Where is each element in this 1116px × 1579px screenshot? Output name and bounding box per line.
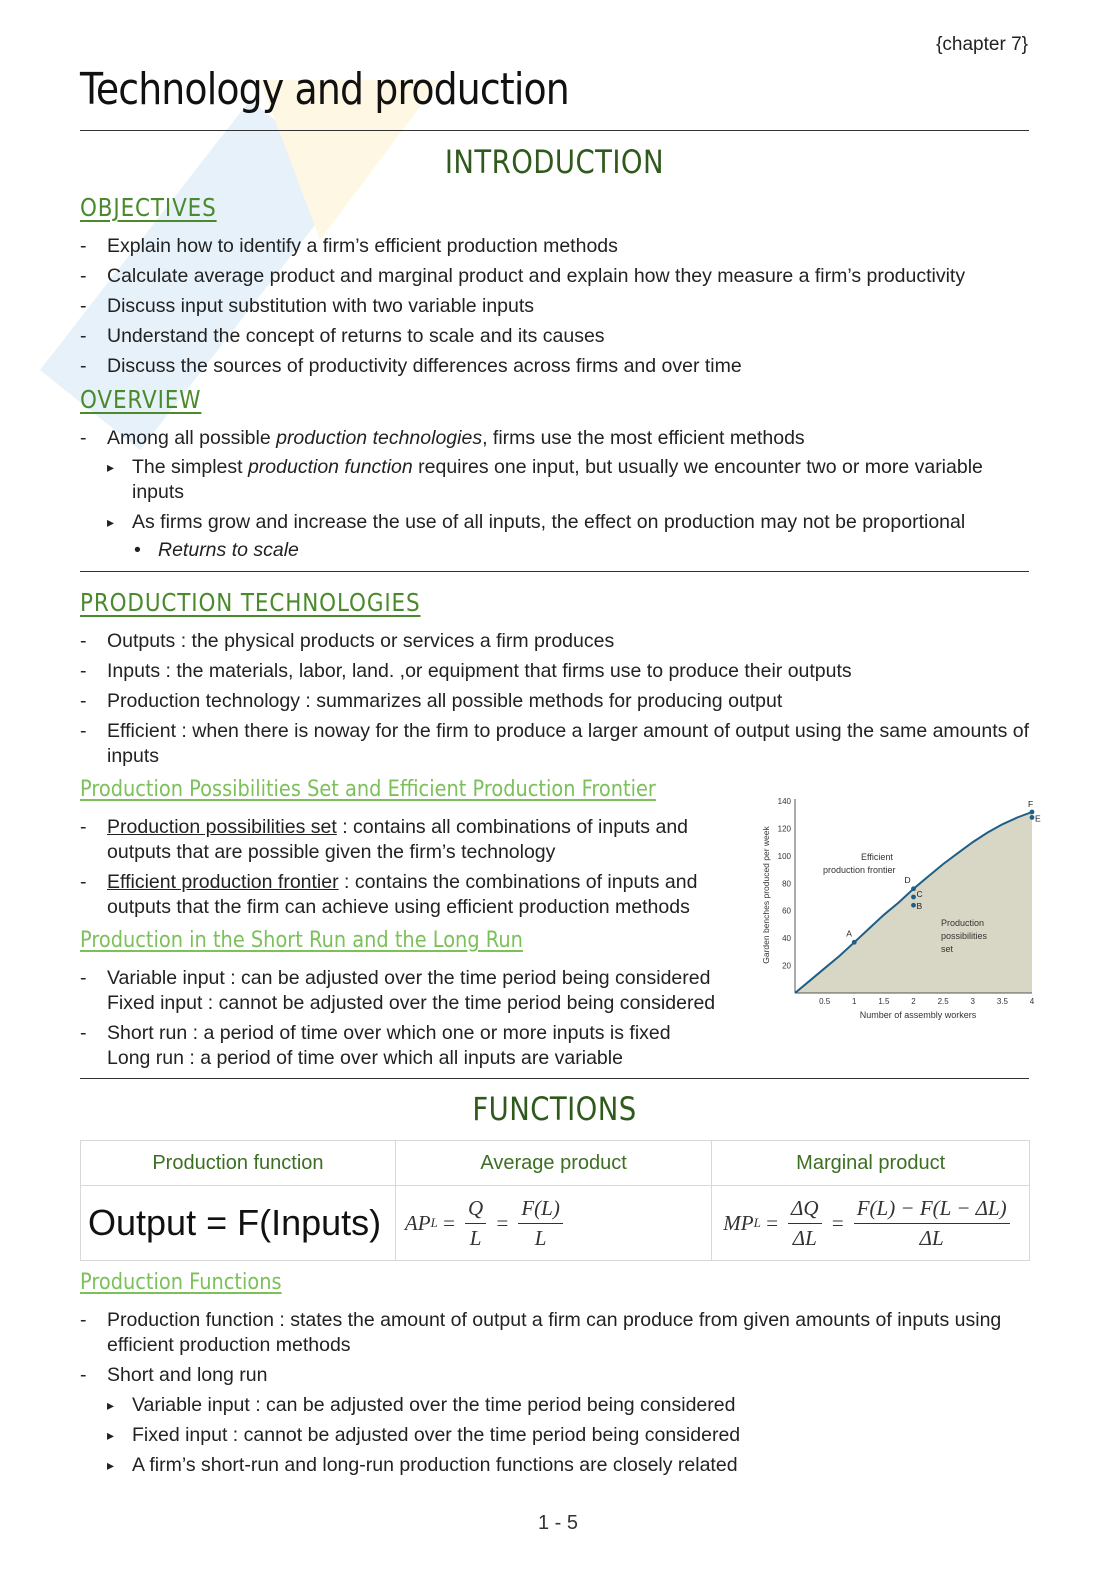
x-tick-label: 1.5	[878, 997, 890, 1006]
y-tick-label: 100	[777, 851, 791, 861]
production-possibilities-chart	[755, 790, 1055, 1030]
production-function-header: Production function	[81, 1141, 396, 1186]
list-item: - Production possibilities set : contains all combinations of inputs and outputs that are possible given the firm’s technology	[80, 815, 730, 865]
point-label-d: D	[904, 874, 911, 885]
point-label-f: F	[1028, 798, 1034, 809]
list-item: • Returns to scale	[80, 538, 1030, 563]
pps-annotation-line1: Production	[941, 918, 985, 928]
short-long-run-heading: Production in the Short Run and the Long Run	[80, 928, 523, 953]
list-item: - Discuss the sources of productivity differences across firms and over time	[80, 354, 1030, 379]
table-header-row	[81, 1141, 1030, 1186]
y-tick-label: 140	[777, 797, 791, 806]
output-formula: Output = F(Inputs)	[88, 1202, 382, 1243]
section-divider	[80, 1078, 1029, 1079]
list-item: - Production technology : summarizes all possible methods for producing output	[80, 689, 1030, 714]
overview-heading: OVERVIEW	[80, 385, 202, 414]
x-tick-label: 4	[1029, 997, 1035, 1006]
page-number: 1 - 5	[537, 1512, 579, 1534]
chapter-tag: {chapter 7}	[936, 34, 1028, 55]
frontier-annotation-line2: production frontier	[823, 865, 896, 875]
average-product-header: Average product	[395, 1141, 711, 1186]
production-technologies-heading: PRODUCTION TECHNOLOGIES	[80, 588, 421, 617]
average-product-formula: AP L = $\frac{Q}{L}$ = $\frac{F(L)}{L}$	[397, 1196, 710, 1251]
point-label-c: C	[916, 889, 923, 899]
x-tick-label: 3.5	[996, 997, 1008, 1006]
list-item: ▸ The simplest production function requires one input, but usually we encounter two or more variable inputs	[80, 455, 1030, 505]
x-axis-label: Number of assembly workers	[859, 1010, 977, 1020]
point-c	[911, 895, 916, 900]
functions-table	[80, 1140, 1030, 1261]
x-tick-label: 2	[911, 997, 916, 1006]
production-possibilities-area	[795, 812, 1032, 993]
list-item: ▸ Variable input : can be adjusted over the time period being considered	[80, 1393, 1030, 1418]
objectives-list	[80, 234, 1030, 379]
y-tick-label: 120	[777, 824, 791, 834]
point-label-e: E	[1035, 813, 1041, 824]
section-divider	[80, 571, 1029, 572]
list-item: - Efficient production frontier : contains the combinations of inputs and outputs that the firm can achieve using efficient production methods	[80, 870, 730, 920]
list-item: - Short and long run	[80, 1363, 1030, 1388]
point-d	[911, 886, 916, 891]
marginal-product-header: Marginal product	[712, 1141, 1030, 1186]
introduction-heading: INTRODUCTION	[444, 143, 665, 181]
pps-list	[80, 815, 730, 920]
list-item: ▸ As firms grow and increase the use of all inputs, the effect on production may not be proportional	[80, 510, 1030, 535]
x-tick-label: 2.5	[937, 997, 949, 1006]
short-long-run-list	[80, 966, 760, 1071]
pps-annotation-line2: possibilities	[941, 931, 988, 941]
list-item: - Efficient : when there is noway for the firm to produce a larger amount of output using the same amounts of inputs	[80, 719, 1030, 769]
overview-list	[80, 426, 1030, 563]
y-tick-label: 20	[782, 961, 791, 971]
production-functions-list	[80, 1308, 1030, 1478]
average-product-cell	[395, 1186, 711, 1261]
x-tick-label: 3	[970, 997, 975, 1006]
list-item: - Understand the concept of returns to scale and its causes	[80, 324, 1030, 349]
pps-heading: Production Possibilities Set and Efficient Production Frontier	[80, 777, 656, 802]
marginal-product-formula: MP L = $\frac{\Delta Q}{\Delta L}$ = $\frac{F(L) - F(L - \Delta L)}{\Delta L}$	[713, 1196, 1028, 1251]
functions-heading: FUNCTIONS	[472, 1090, 637, 1128]
x-tick-label: 1	[852, 997, 857, 1006]
list-item: - Explain how to identify a firm’s efficient production methods	[80, 234, 1030, 259]
list-item: - Calculate average product and marginal product and explain how they measure a firm’s productivity	[80, 264, 1030, 289]
title-divider	[80, 130, 1029, 131]
marginal-product-cell	[712, 1186, 1030, 1261]
point-label-a: A	[846, 928, 852, 939]
x-tick-label: 0.5	[819, 997, 831, 1006]
list-item: - Outputs : the physical products or services a firm produces	[80, 629, 1030, 654]
output-formula-cell	[81, 1186, 396, 1261]
list-item: - Variable input : can be adjusted over the time period being considered Fixed input : cannot be adjusted over the time period being considered	[80, 966, 760, 1016]
production-technologies-list	[80, 629, 1030, 769]
point-label-b: B	[916, 901, 923, 912]
list-item: - Discuss input substitution with two variable inputs	[80, 294, 1030, 319]
list-item: ▸ A firm’s short-run and long-run production functions are closely related	[80, 1453, 1030, 1478]
point-e	[1030, 815, 1035, 820]
production-functions-heading: Production Functions	[80, 1270, 282, 1295]
frontier-annotation-line1: Efficient	[861, 852, 893, 862]
list-item: - Among all possible production technologies, firms use the most efficient methods	[80, 426, 1030, 451]
objectives-heading: OBJECTIVES	[80, 193, 217, 222]
point-b	[911, 903, 916, 908]
y-tick-label: 40	[782, 934, 791, 944]
pps-annotation-line3: set	[941, 944, 954, 954]
list-item: - Production function : states the amount of output a firm can produce from given amounts of inputs using efficient production methods	[80, 1308, 1030, 1358]
page-title: Technology and production	[80, 64, 569, 115]
list-item: ▸ Fixed input : cannot be adjusted over the time period being considered	[80, 1423, 1030, 1448]
point-a	[852, 940, 857, 945]
y-tick-label: 60	[782, 906, 791, 916]
list-item: - Short run : a period of time over which one or more inputs is fixed Long run : a period of time over which all inputs are variable	[80, 1021, 760, 1071]
table-row	[81, 1186, 1030, 1261]
point-f	[1030, 810, 1035, 815]
list-item: - Inputs : the materials, labor, land. ,or equipment that firms use to produce their outputs	[80, 659, 1030, 684]
y-tick-label: 80	[782, 879, 791, 889]
y-axis-label: Garden benches produced per week	[761, 826, 771, 964]
